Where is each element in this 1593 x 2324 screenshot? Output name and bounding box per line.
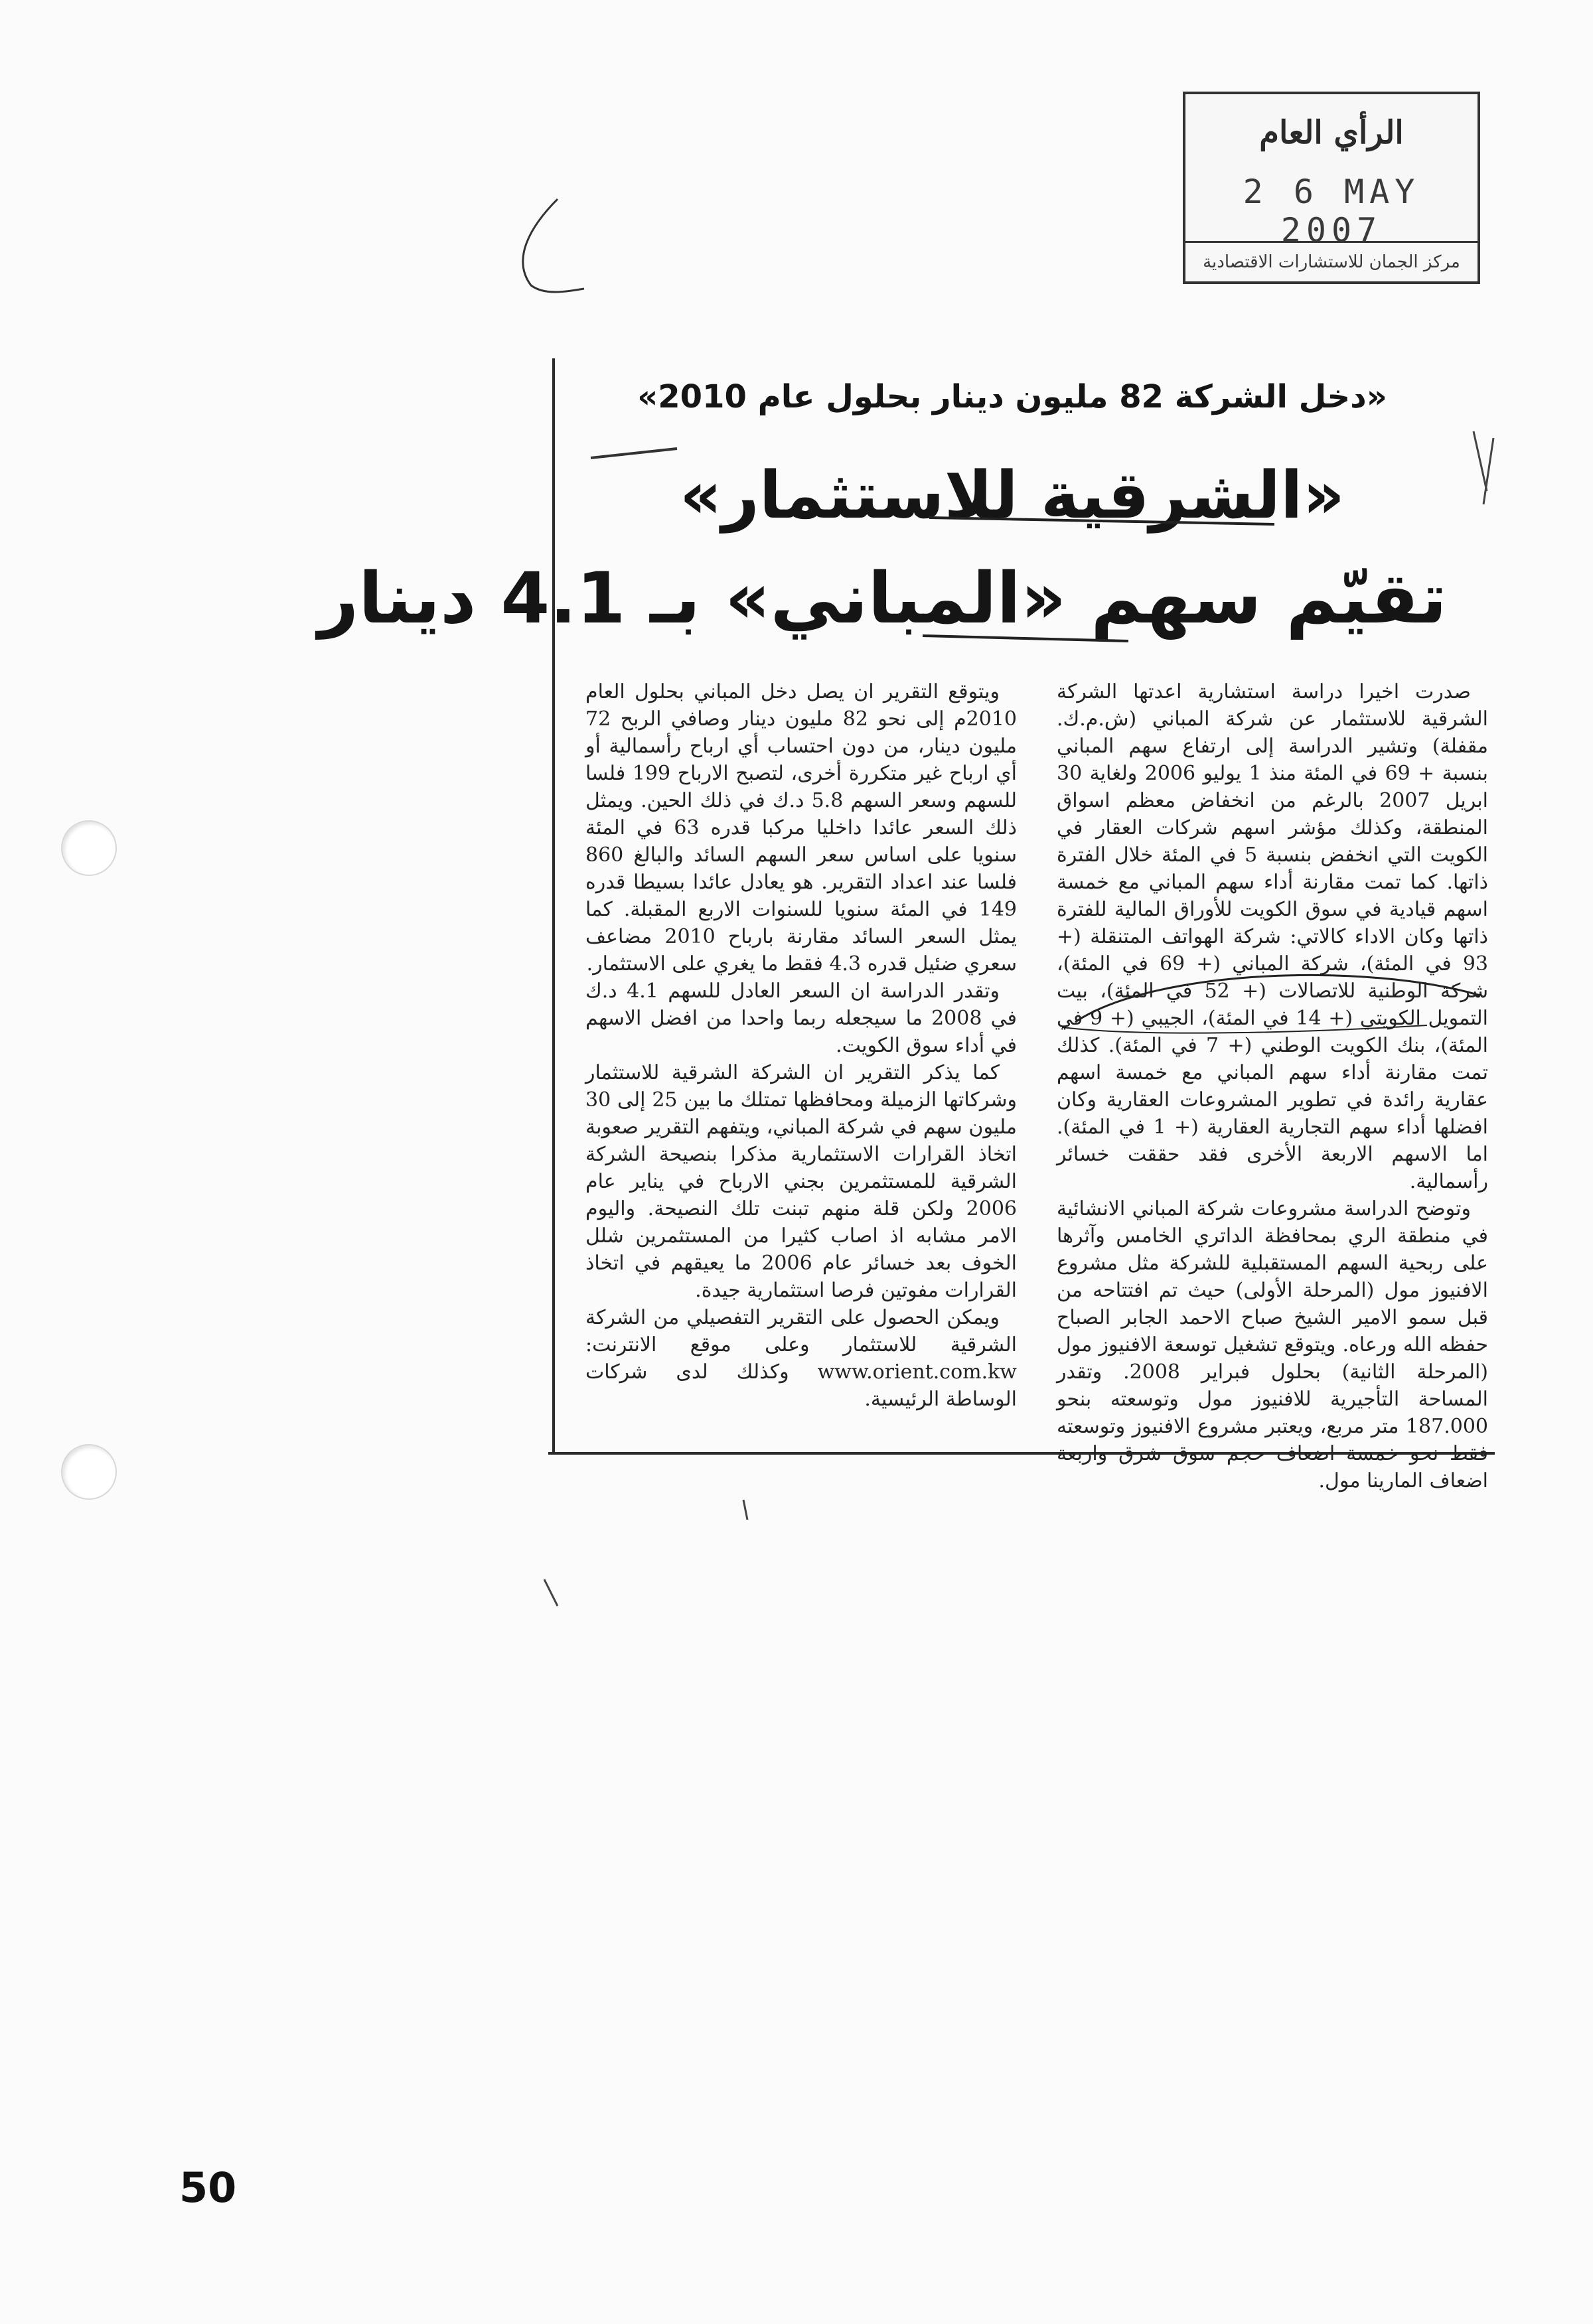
- punch-hole: [61, 1444, 117, 1500]
- article-column-left: [585, 678, 1017, 1441]
- page-number: 50: [179, 2163, 237, 2212]
- article-frame-left: [552, 358, 555, 1455]
- article-title-line-2: تقيّم سهم «المباني» بـ 4.1 دينار: [318, 557, 1447, 639]
- punch-hole: [61, 820, 117, 876]
- paragraph: ويتوقع التقرير ان يصل دخل المباني بحلول العام 2010م إلى نحو 82 مليون دينار وصافي الربح 72 مليون دينار، من دون احتساب أي ارباح رأسمالية أو أي ارباح غير متكررة أخرى، لتصبح الارباح 199 فلسا للسهم وسعر السهم 5.8 د.ك في ذلك الحين. ويمثل ذلك السعر عائدا داخليا مركبا قدره 63 في المئة سنويا على اساس سعر السهم السائد والبالغ 860 فلسا عند اعداد التقرير. هو يعادل عائدا بسيطا قدره 149 في المئة سنويا للسنوات الاربع المقبلة. كما يمثل السعر السائد مقارنة بارباح 2010 مضاعف سعري ضئيل قدره 4.3 فقط ما يغري على الاستثمار.: [585, 680, 1018, 976]
- pen-stroke: [743, 1500, 747, 1520]
- paragraph: صدرت اخيرا دراسة استشارية اعدتها الشركة الشرقية للاستثمار عن شركة المباني (ش.م.ك. مقفلة) وتشير الدراسة إلى ارتفاع سهم المباني بنسبة + 69 في المئة منذ 1 يوليو 2006 ولغاية 30 ابريل 2007 بالرغم من انخفاض معظم اسواق المنطقة، وكذلك مؤشر اسهم شركات العقار في الكويت التي انخفض بنسبة 5 في المئة خلال الفترة ذاتها. كما تمت مقارنة أداء سهم المباني مع خمسة اسهم قيادية في سوق الكويت للأوراق المالية للفترة ذاتها وكان الاداء كالاتي: شركة الهواتف المتنقلة (+ 93 في المئة)، شركة المباني (+ 69 في المئة)، شركة الوطنية للاتصالات (+ 52 في المئة)، بيت التمويل الكويتي (+ 14 في المئة)، الجيبي (+ 9 في المئة)، بنك الكويت الوطني (+ 7 في المئة). كذلك تمت مقارنة أداء سهم المباني مع خمسة اسهم عقارية رائدة في تطوير المشروعات العقارية وكان افضلها أداء سهم التجارية العقارية (+ 1 في المئة). اما الاسهم الاربعة الأخرى فقد حققت خسائر رأسمالية.: [1057, 680, 1489, 1193]
- article-body: [584, 678, 1489, 1492]
- pen-stroke: [523, 199, 584, 292]
- article-title-line-1: «الشرقية للاستثمار»: [680, 458, 1345, 534]
- paragraph: وتوضح الدراسة مشروعات شركة المباني الانشائية في منطقة الري بمحافظة الداتري الخامس وآثرها على ربحية السهم المستقبلية للشركة مثل مشروع الافنيوز مول (المرحلة الأولى) حيث تم افتتاحه من قبل سمو الامير الشيخ صباح الاحمد الجابر الصباح حفظه الله ورعاه. ويتوقع تشغيل توسعة الافنيوز مول (المرحلة الثانية) بحلول فبراير 2008. وتقدر المساحة التأجيرية للافنيوز مول وتوسعته بنحو 187.000 متر مربع، ويعتبر مشروع الافنيوز وتوسعته فقط نحو خمسة اضعاف حجم سوق شرق واربعة اضعاف المارينا مول.: [1057, 1197, 1489, 1492]
- article-kicker: «دخل الشركة 82 مليون دينار بحلول عام 2010»: [637, 378, 1387, 415]
- stamp-date: 2 6 MAY 2007: [1243, 173, 1420, 250]
- pen-stroke: [544, 1579, 558, 1606]
- paragraph: كما يذكر التقرير ان الشركة الشرقية للاستثمار وشركاتها الزميلة ومحافظها تمتلك ما بين 25 إلى 30 مليون سهم في شركة المباني، ويتفهم التقرير صعوبة اتخاذ القرارات الاستثمارية مذكرا بنصيحة الشركة الشرقية للمستثمرين بجني الارباح في يناير عام 2006 ولكن قلة منهم تبنت تلك النصيحة. واليوم الامر مشابه اذ اصاب كثيرا من المستثمرين شلل الخوف بعد خسائر عام 2006 ما يعيقهم في اتخاذ القرارات مفوتين فرصا استثمارية جيدة.: [585, 1061, 1017, 1302]
- pen-stroke: [1474, 431, 1493, 504]
- archive-stamp: [1183, 92, 1480, 284]
- pen-stroke: [591, 449, 677, 458]
- stamp-footer: مركز الجمان للاستشارات الاقتصادية: [1185, 241, 1478, 281]
- paragraph: ويمكن الحصول على التقرير التفصيلي من الشركة الشرقية للاستثمار وعلى موقع الانترنت: www.orient.com.kw وكذلك لدى شركات الوساطة الرئيسية.: [585, 1306, 1017, 1411]
- article-column-right: [1057, 678, 1489, 1492]
- stamp-newspaper-name: الرأي العام: [1259, 114, 1404, 151]
- paragraph: وتقدر الدراسة ان السعر العادل للسهم 4.1 د.ك في 2008 ما سيجعله ربما واحدا من افضل الاسهم في أداء سوق الكويت.: [585, 980, 1017, 1057]
